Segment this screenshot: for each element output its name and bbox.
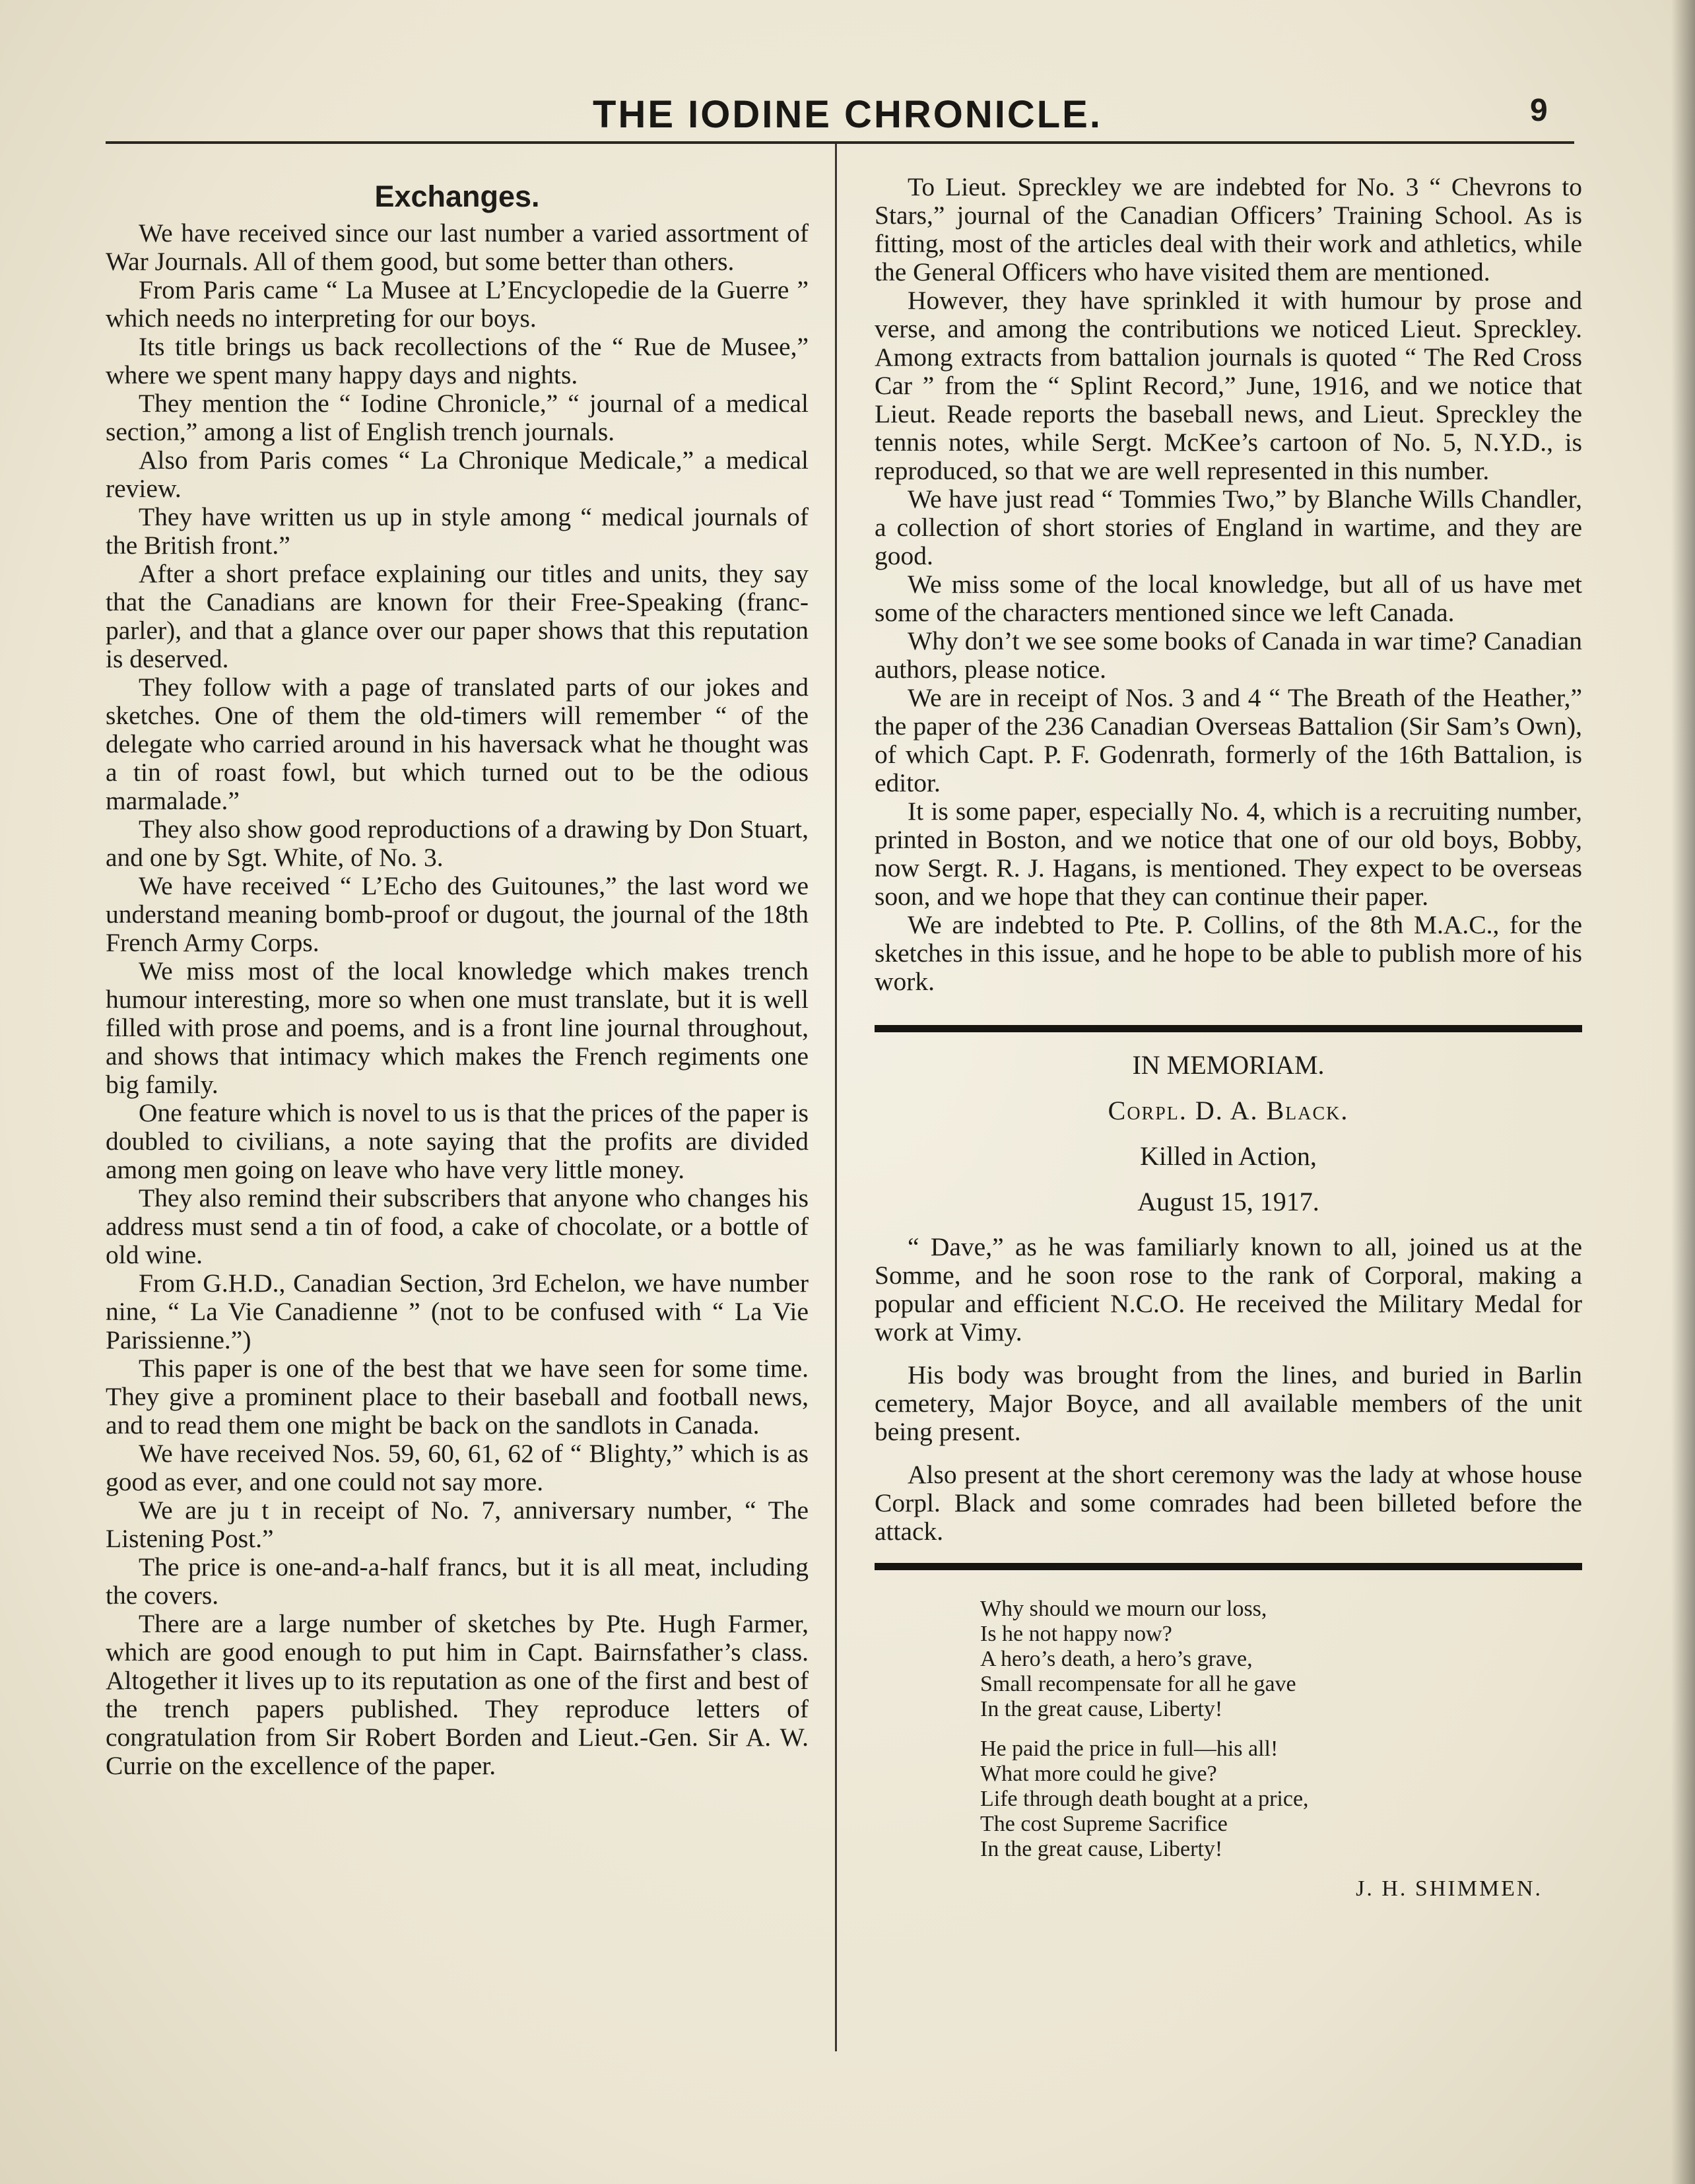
- memoriam-top-rule: [875, 1025, 1582, 1032]
- paragraph: We have received Nos. 59, 60, 61, 62 of “ Blighty,” which is as good as ever, and one could not say more.: [106, 1439, 809, 1496]
- paragraph: Also from Paris comes “ La Chronique Medicale,” a medical review.: [106, 446, 809, 503]
- poem-line: In the great cause, Liberty!: [980, 1697, 1223, 1721]
- poem-line: He paid the price in full—his all!: [980, 1737, 1279, 1761]
- paragraph: This paper is one of the best that we have seen for some time. They give a prominent place to their baseball and football news, and to read them one might be back on the sandlots in Canada.: [106, 1354, 809, 1439]
- paragraph: Why don’t we see some books of Canada in war time? Canadian authors, please notice.: [875, 626, 1582, 684]
- memoriam-bottom-rule: [875, 1563, 1582, 1570]
- header-rule: [106, 141, 1574, 144]
- memoriam-status: Killed in Action,: [1140, 1141, 1317, 1171]
- page-title: THE IODINE CHRONICLE.: [593, 93, 1102, 136]
- column-divider: [835, 144, 837, 2051]
- paragraph: We miss some of the local knowledge, but all of us have met some of the characters mentioned since we left Canada.: [875, 570, 1582, 627]
- paragraph: The price is one-and-a-half francs, but it is all meat, including the covers.: [106, 1552, 809, 1610]
- paragraph: They mention the “ Iodine Chronicle,” “ journal of a medical section,” among a list of English trench journals.: [106, 389, 809, 446]
- paragraph: We miss most of the local knowledge which makes trench humour interesting, more so when one must translate, but it is well filled with prose and poems, and is a front line journal throughout, and shows that intimacy which makes the French regiments one big family.: [106, 956, 809, 1099]
- memoriam-name: Corpl. D. A. Black.: [1108, 1096, 1349, 1125]
- poem-line: What more could he give?: [980, 1762, 1217, 1786]
- poem-line: Is he not happy now?: [980, 1622, 1172, 1646]
- memorial-poem: [980, 1597, 1582, 1902]
- page-edge-shadow: [1671, 0, 1695, 2184]
- poem-line: Life through death bought at a price,: [980, 1787, 1309, 1811]
- paragraph: They follow with a page of translated parts of our jokes and sketches. One of them the old-timers will remember “ of the delegate who carried around in his haversack what he thought was a tin of roast fowl, but which turned out to be the odious marmalade.”: [106, 673, 809, 815]
- poem-line: In the great cause, Liberty!: [980, 1837, 1223, 1861]
- poem-line: A hero’s death, a hero’s grave,: [980, 1647, 1253, 1671]
- page-number: 9: [1530, 93, 1548, 128]
- memoriam-date: August 15, 1917.: [1137, 1187, 1319, 1216]
- paragraph: They also show good reproductions of a drawing by Don Stuart, and one by Sgt. White, of No. 3.: [106, 814, 809, 872]
- paragraph: They have written us up in style among “ medical journals of the British front.”: [106, 502, 809, 560]
- stanza-gap: [980, 1722, 1582, 1737]
- paragraph: From G.H.D., Canadian Section, 3rd Echelon, we have number nine, “ La Vie Canadienne ” (not to be confused with “ La Vie Parissienne.”): [106, 1269, 809, 1354]
- paragraph: From Paris came “ La Musee at L’Encyclopedie de la Guerre ” which needs no interpreting for our boys.: [106, 275, 809, 333]
- paragraph: We are ju t in receipt of No. 7, anniversary number, “ The Listening Post.”: [106, 1496, 809, 1553]
- memoriam-heading: IN MEMORIAM.: [1132, 1050, 1325, 1080]
- poem-author: J. H. SHIMMEN.: [1356, 1876, 1543, 1901]
- memoriam-paragraph: Also present at the short ceremony was the lady at whose house Corpl. Black and some comrades had been billeted before the attack.: [875, 1460, 1582, 1546]
- paragraph: We are indebted to Pte. P. Collins, of the 8th M.A.C., for the sketches in this issue, and he hope to be able to publish more of his work.: [875, 910, 1582, 996]
- paragraph: We have just read “ Tommies Two,” by Blanche Wills Chandler, a collection of short stories of England in wartime, and they are good.: [875, 484, 1582, 570]
- paragraph: We have received since our last number a varied assortment of War Journals. All of them good, but some better than others.: [106, 218, 809, 276]
- exchanges-heading: Exchanges.: [374, 180, 540, 213]
- paragraph: One feature which is novel to us is that the prices of the paper is doubled to civilians, a note saying that the profits are divided among men going on leave who have very little money.: [106, 1098, 809, 1184]
- paragraph: We have received “ L’Echo des Guitounes,” the last word we understand meaning bomb-proof or dugout, the journal of the 18th French Army Corps.: [106, 871, 809, 957]
- paragraph: They also remind their subscribers that anyone who changes his address must send a tin of food, a cake of chocolate, or a bottle of old wine.: [106, 1183, 809, 1269]
- paragraph: After a short preface explaining our titles and units, they say that the Canadians are known for their Free-Speaking (franc-parler), and that a glance over our paper shows that this reputation is deserved.: [106, 559, 809, 673]
- memoriam-paragraph: “ Dave,” as he was familiarly known to all, joined us at the Somme, and he soon rose to the rank of Corporal, making a popular and efficient N.C.O. He received the Military Medal for work at Vimy.: [875, 1232, 1582, 1346]
- paragraph: It is some paper, especially No. 4, which is a recruiting number, printed in Boston, and we notice that one of our old boys, Bobby, now Sergt. R. J. Hagans, is mentioned. They expect to be overseas soon, and we hope that they can continue their paper.: [875, 797, 1582, 911]
- paragraph: Its title brings us back recollections of the “ Rue de Musee,” where we spent many happy days and nights.: [106, 332, 809, 389]
- poem-line: Why should we mourn our loss,: [980, 1597, 1267, 1621]
- paragraph: To Lieut. Spreckley we are indebted for No. 3 “ Chevrons to Stars,” journal of the Canadian Officers’ Training School. As is fitting, most of the articles deal with their work and athletics, while the General Officers who have visited them are mentioned.: [875, 172, 1582, 286]
- right-column: [875, 173, 1582, 1902]
- paragraph: However, they have sprinkled it with humour by prose and verse, and among the contributions we noticed Lieut. Spreckley. Among extracts from battalion journals is quoted “ The Red Cross Car ” from the “ Splint Record,” June, 1916, and we notice that Lieut. Reade reports the baseball news, and Lieut. Spreckley the tennis notes, while Sergt. McKee’s cartoon of No. 5, N.Y.D., is reproduced, so that we are well represented in this number.: [875, 286, 1582, 485]
- poem-line: The cost Supreme Sacrifice: [980, 1812, 1228, 1836]
- poem-line: Small recompensate for all he gave: [980, 1672, 1296, 1696]
- left-column: [106, 173, 809, 1780]
- paragraph: There are a large number of sketches by Pte. Hugh Farmer, which are good enough to put him in Capt. Bairnsfather’s class. Altogether it lives up to its reputation as one of the first and best of the trench papers published. They reproduce letters of congratulation from Sir Robert Borden and Lieut.-Gen. Sir A. W. Currie on the excellence of the paper.: [106, 1609, 809, 1780]
- memoriam-paragraph: His body was brought from the lines, and buried in Barlin cemetery, Major Boyce, and all available members of the unit being present.: [875, 1360, 1582, 1446]
- paragraph: We are in receipt of Nos. 3 and 4 “ The Breath of the Heather,” the paper of the 236 Canadian Overseas Battalion (Sir Sam’s Own), of which Capt. P. F. Godenrath, formerly of the 16th Battalion, is editor.: [875, 683, 1582, 797]
